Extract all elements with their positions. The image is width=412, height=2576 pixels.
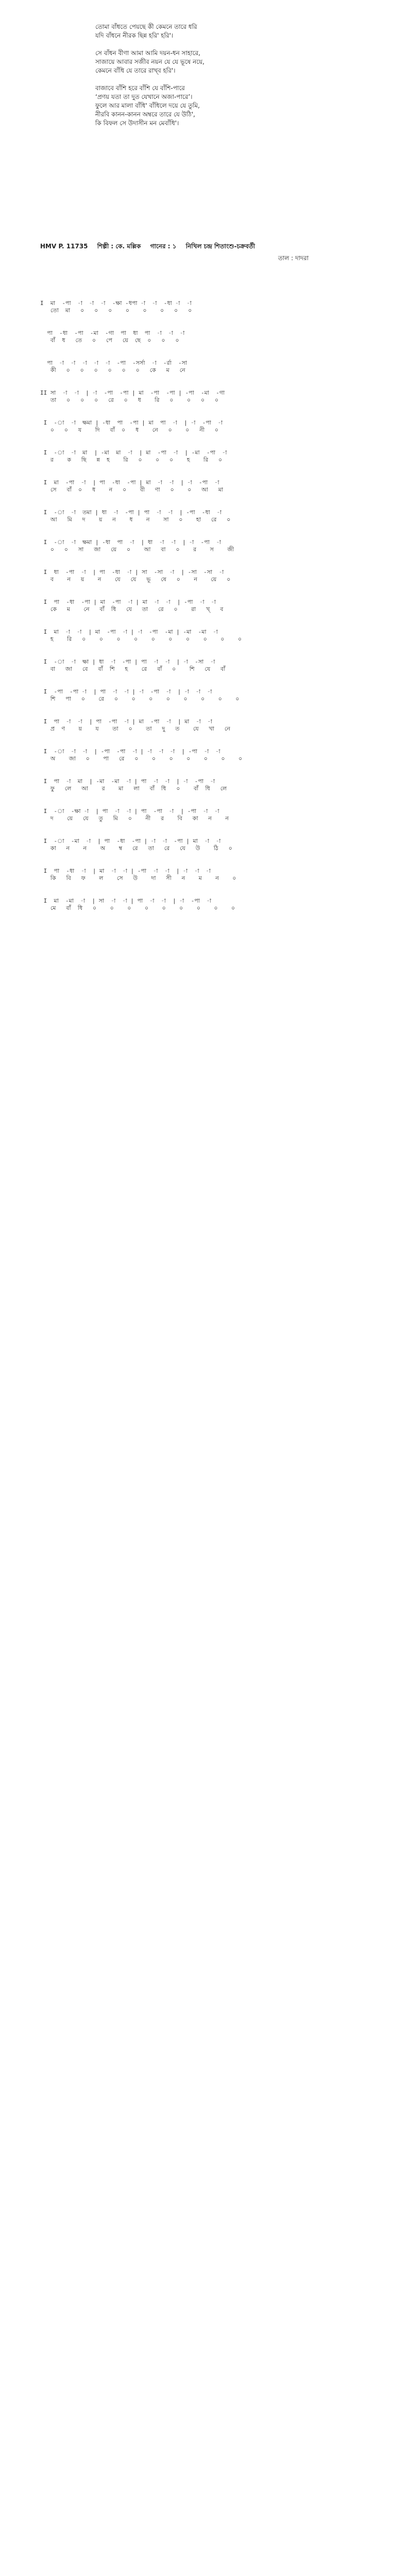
swara-line: I -া -া ক্ষমা | -ধা পা -পা | মা পা -া | -া -পা -া — [40, 419, 223, 426]
notation-row — [40, 568, 380, 581]
swara-line: I -া -ক্ষা -া | পা -া -া | পা -পা -া | -পা -া -া — [40, 808, 219, 815]
record-number: HMV P. 11735 — [40, 243, 88, 250]
lyric-line: কি বিফল সে উদাসীন মন মেবাঁধি'। — [95, 120, 179, 127]
swara-line: I মা -পা -া -া -া -ক্ষা -ধপা -া -া -ধা -া -া — [40, 300, 192, 307]
bani-line: কা ন ন অ ম্ব রে তা রে যে উ ঠি ০ — [40, 845, 232, 852]
stanza-gap — [95, 75, 322, 84]
notation-row — [40, 388, 380, 401]
swara-line: I পা -ধা -া | মা -া -া | -পা -া -া | -া -া -া — [40, 868, 211, 874]
notation-row — [40, 837, 380, 850]
notation-row — [40, 687, 380, 700]
swara-line: I পা -া মা | -মা -মা -া | পা -া -া | -া -পা -া — [40, 778, 215, 785]
swara-line: I -া -মা -া | পা -ধা -পা | -া -া -পা | মা -া -া — [40, 838, 221, 844]
swara-line: I পা -া -া | পা -পা -া | মা -পা -া | মা -া -া — [40, 718, 213, 725]
bani-line: কী ০ ০ ০ ০ ০ ০ কে ম নে — [40, 367, 185, 374]
bani-line: বা জা বে বাঁ শি হ রে বাঁ ০ শি যে বাঁ — [40, 666, 226, 672]
bani-line: শি পা ০ রে ০ ০ ০ ০ ০ ০ ০ ০ — [40, 696, 239, 702]
notation-sheet — [40, 299, 380, 926]
swara-line: I -া -া ক্ষা | ধা -া -পা | পা -া -া | -া -সা -া — [40, 658, 215, 665]
lyric-line: বাজাবে বাঁশি হরে বাঁশি যে বাঁশি-পারে — [95, 84, 185, 92]
bani-line: আ মি দ য় ন ধ ন সা ০ হা রে ০ — [40, 516, 231, 523]
bani-line: কি বি ফ ল সে উ দা সী ন ম ন ০ — [40, 875, 236, 882]
notation-row — [40, 867, 380, 882]
bani-line: কে ম নে বাঁ ধি যে তা রে ০ রা খ্‌ ব — [40, 606, 224, 613]
swara-line: I মা -পা -া | পা -ধা -পা | মা -া -া | -া -পা -া — [40, 479, 219, 486]
notation-row — [40, 478, 380, 491]
bani-line: তা ০ ০ ০ রে ০ ধ রি ০ ০ ০ ০ — [40, 397, 219, 403]
song-lyrics — [95, 23, 322, 128]
bani-line: ০ ০ য দি বাঁ ০ ধ নে ০ ০ নী ০ — [40, 427, 219, 433]
swara-line: I ধা -পা -া | পা -ধা -া | সা -সা -া | -সা -সা -া — [40, 569, 224, 575]
bani-line: বাঁ ধ তে ০ পে য়ে ছে ০ ০ ০ — [40, 337, 179, 344]
swara-line: পা -ধা -পা -মা -গা পা ধা পা -া -া -া — [40, 330, 185, 336]
notation-row — [40, 807, 380, 820]
lyric-line: নীরবি কানন-কানন অম্বরে তারে যে উঠি', — [95, 111, 195, 118]
swara-line: I মা -া -া | মা -পা -া | -া -পা -মা | -মা -মা -া — [40, 629, 218, 635]
notation-row — [40, 538, 380, 551]
notation-row — [40, 598, 380, 611]
lyric-line: কেমনে বাঁধি যে তারে রাখ্‌ব হরি'। — [95, 67, 176, 74]
swara-line: পা -া -া -া -া -া -পা -সর্সা -া -র্রা -সা — [40, 360, 187, 366]
song-number: গানের : ১ — [150, 243, 177, 250]
swara-line: I -া -া মা | -মা মা -া | মা -পা -া | -মা -পা -া — [40, 449, 227, 456]
bani-line: ফু লে আ র মা লা বাঁ ধি ০ বাঁ ধি লে — [40, 785, 227, 792]
notation-row — [40, 359, 380, 374]
composer-name: নিখিল চন্দ্র শিতাংশু-চক্রবর্তী — [185, 243, 255, 250]
notation-row — [40, 777, 380, 790]
bani-line: ০ ০ সা জা য়ে ০ আ বা ০ র স জী — [40, 546, 234, 553]
notation-row — [40, 508, 380, 521]
swara-line: II সা -া -া | -া -পা -পা | মা -পা -পা | -পা -মা -গা — [40, 389, 225, 396]
swara-line: I মা -মা -া | সা -া -া | পা -া -া | -া -পা -া — [40, 897, 212, 904]
swara-line: I -া -া ক্ষমা | -ধা পা -া | ধা -া -া | -া -পা -া — [40, 539, 221, 546]
bani-line: প্র ণ য় য তা ০ তা দু ত যে খা নে — [40, 725, 230, 732]
notation-row — [40, 418, 380, 431]
notation-row — [40, 299, 380, 312]
notation-row — [40, 717, 380, 730]
bani-line: মে বাঁ ধি ০ ০ ০ ০ ০ ০ ০ ০ ০ — [40, 905, 235, 911]
swara-line: I -পা -পা -া | পা -া -া | -া -পা -া | -া -া -া — [40, 688, 212, 695]
notation-row — [40, 628, 380, 640]
lyric-line: সে বাঁধন বীণা আমা আমি দয়ন-ধন সাহারে, — [95, 49, 200, 57]
bani-line: তো মা ০ ০ ০ ০ ০ ০ ০ ০ — [40, 307, 192, 314]
bani-line: অ জা ০ পা রে ০ ০ ০ ০ ০ ০ ০ — [40, 755, 243, 762]
swara-line: I -া -া -া | -পা -পা -া | -া -া -া | -পা -া -া — [40, 748, 220, 755]
notation-row — [40, 448, 380, 461]
lyric-line: ‘প্রণয় যতা তা দুত যেখানে অজা-পারে’। — [95, 93, 193, 100]
swara-line: I -া -া তমা | ধা -া -পা | পা -া -া | -পা -ধা -া — [40, 509, 222, 516]
artist-name: শিল্পী : কে. মল্লিক — [97, 243, 141, 250]
notation-row — [40, 329, 380, 342]
lyric-line: তোমা বাঁধতে পেয়ছে কী কেমনে তারে ধরি — [95, 23, 197, 30]
stanza-gap — [95, 40, 322, 49]
lyric-line: সাজায়ে আবার সজীব নয়ন যে যে ভূষে নয়ে, — [95, 58, 204, 65]
bani-line: ব ন য় ন যে যে ভূ ষে ০ ন য়ে ০ — [40, 576, 231, 583]
lyric-line: যদি বাঁধনে নীরক ছিন্ন হরি' হরি'। — [95, 32, 174, 39]
bani-line: হ রি ০ ০ ০ ০ ০ ০ ০ ০ ০ ০ — [40, 636, 242, 642]
bani-line: সে বাঁ ০ ধ ন ০ বী ণা ০ ০ আ মা — [40, 486, 224, 493]
notation-row — [40, 657, 380, 670]
taal-label: তাল : দাদরা — [278, 255, 309, 262]
lyric-line: ফুলে আর মালা বাঁধি' বাঁধিলে দয়ে যে তুমি, — [95, 102, 200, 109]
swara-line: I পা -ধা -পা | মা -পা -া | মা -া -া | -পা -া -া — [40, 599, 216, 605]
record-info — [40, 242, 375, 252]
bani-line: র ক ছি ন্ন হ রি ০ ০ ০ হ রি ০ — [40, 456, 222, 463]
notation-row — [40, 747, 380, 760]
notation-row — [40, 896, 380, 909]
bani-line: দ য়ে যে তু মি ০ নী র বি কা ন ন — [40, 815, 229, 822]
